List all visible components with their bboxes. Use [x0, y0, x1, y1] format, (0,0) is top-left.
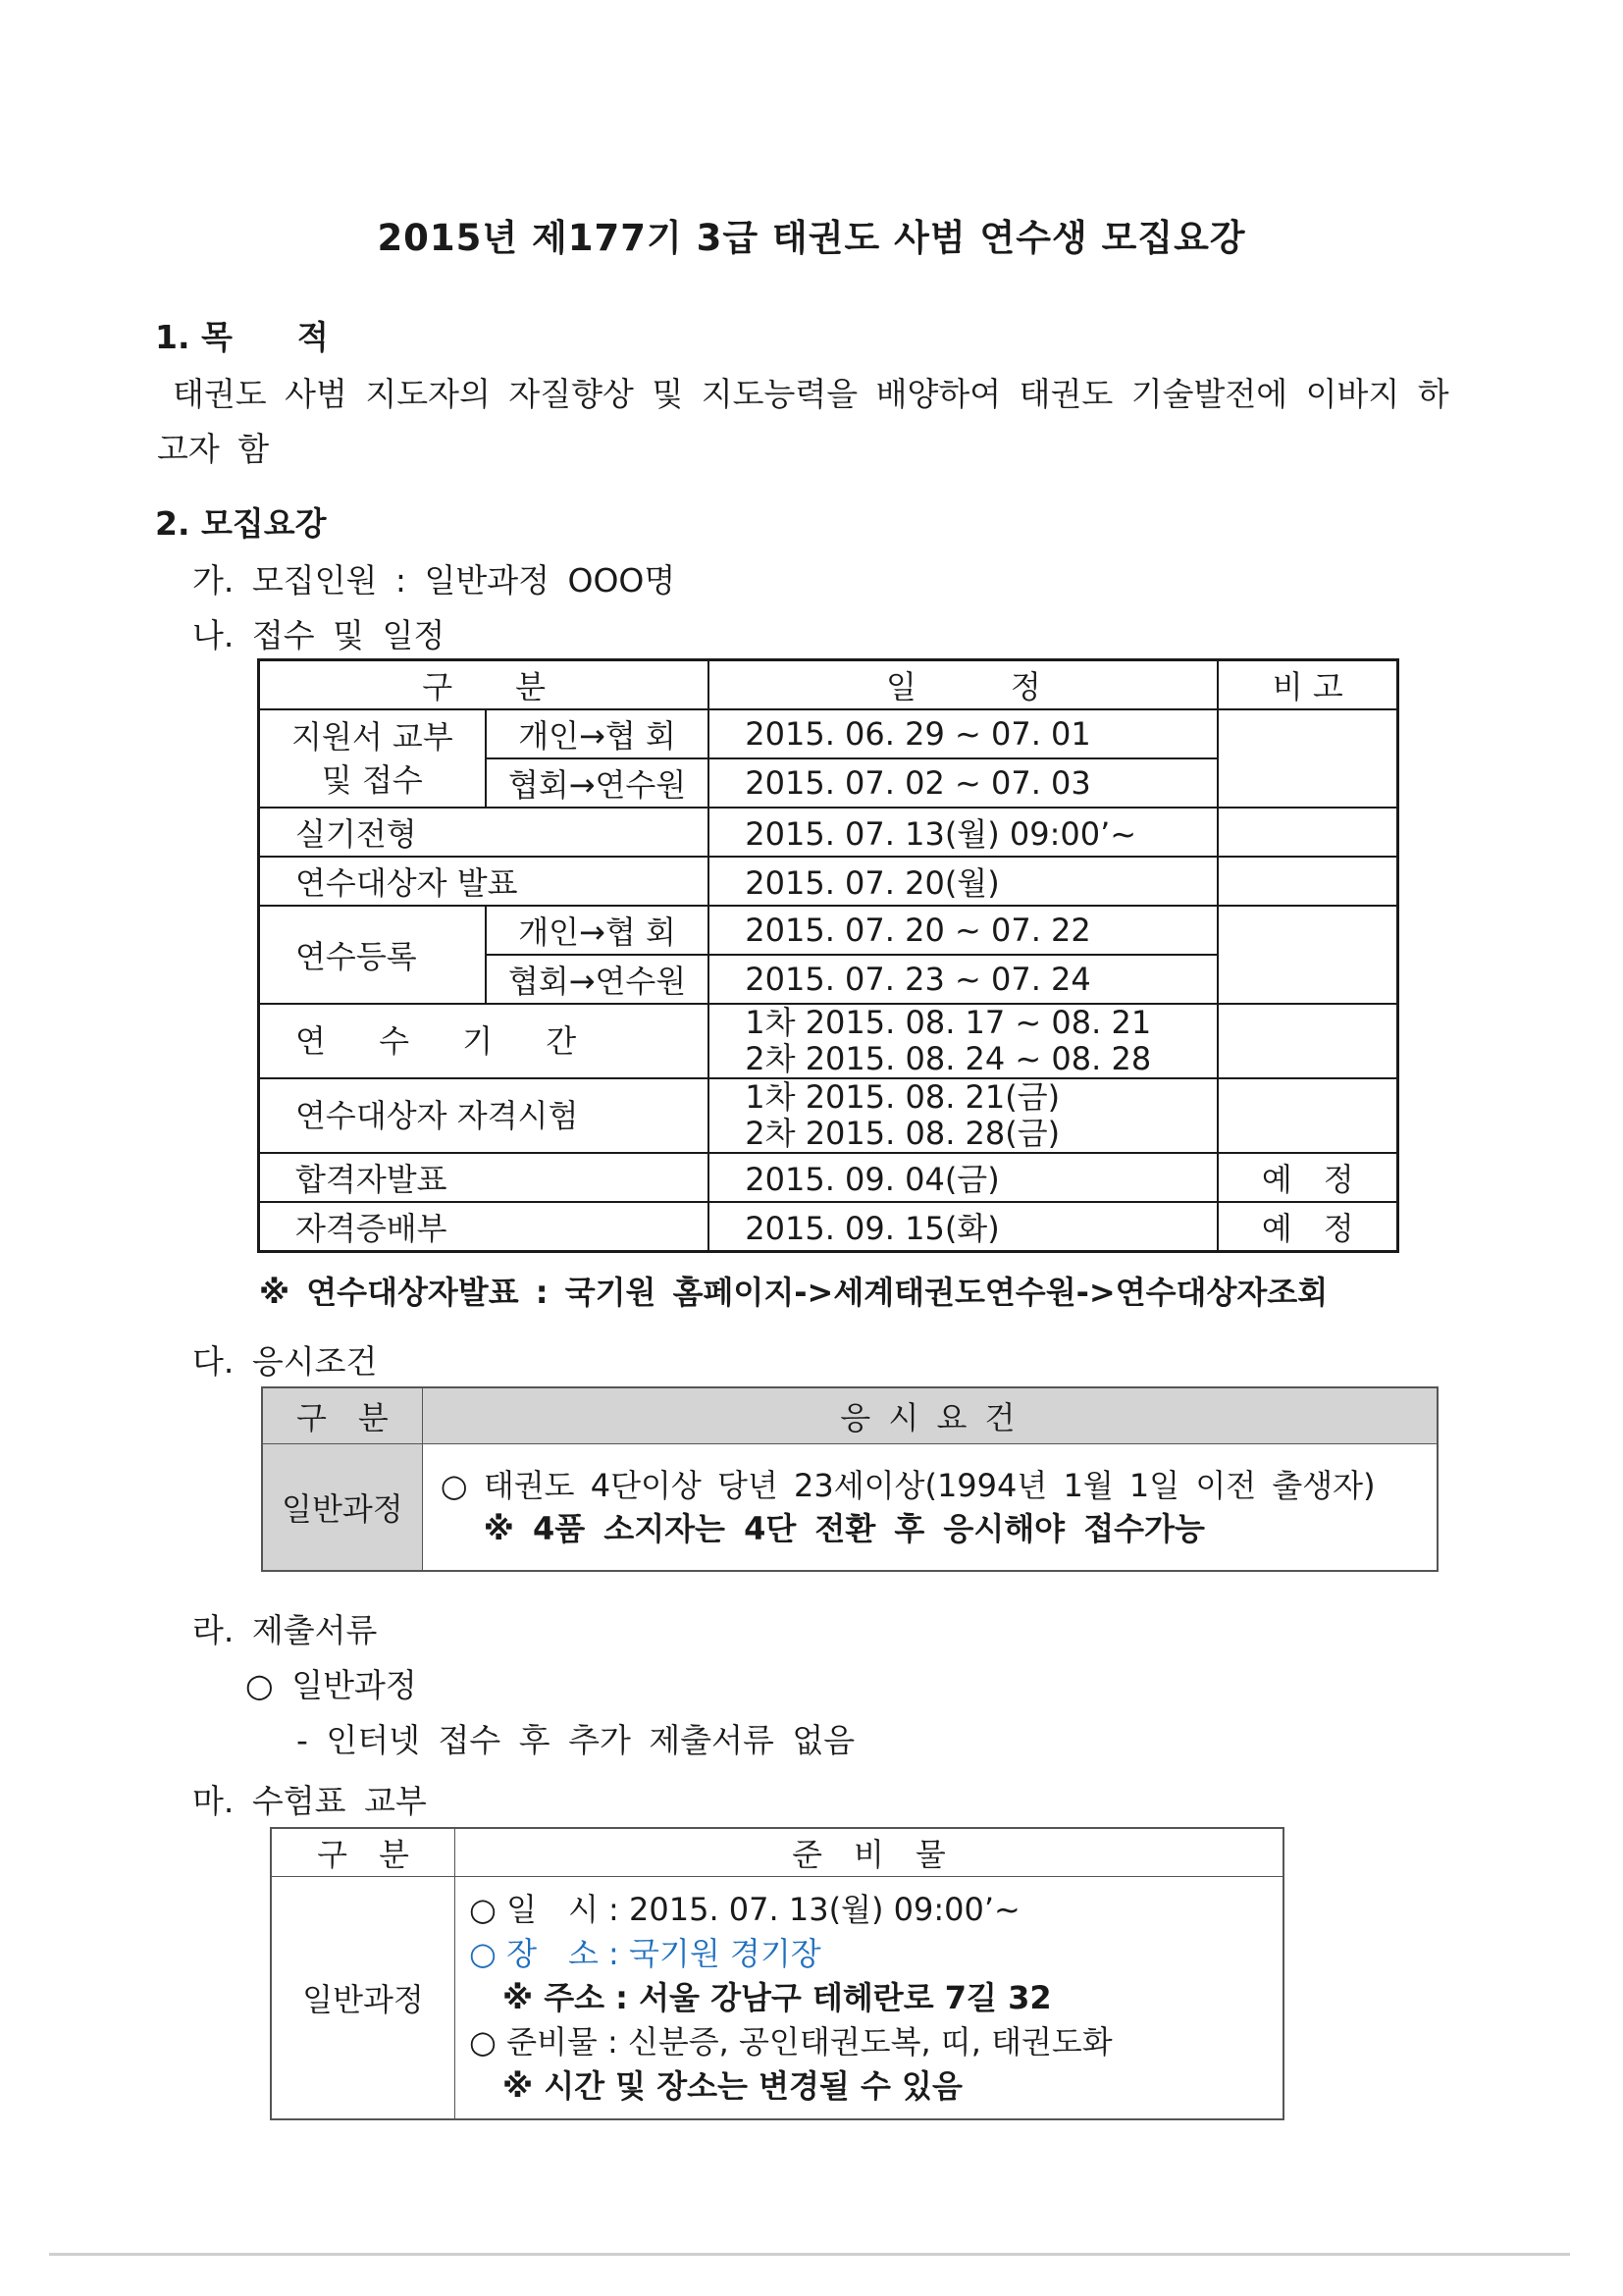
apply-label-cell: [259, 709, 486, 808]
section-2-heading: 2. 모집요강: [155, 504, 327, 543]
exam-date-1: 1차 2015. 08. 21(금): [745, 1078, 1061, 1116]
materials-line-5: ※ 시간 및 장소는 변경될 수 있음: [501, 2066, 963, 2105]
conditions-header-division: 구 분: [262, 1387, 422, 1444]
table-row: [259, 857, 1398, 906]
pass-label: 합격자발표: [259, 1153, 709, 1202]
practical-label: 실기전형: [259, 808, 709, 857]
schedule-table: [257, 658, 1399, 1253]
recruit-count: 가. 모집인원 : 일반과정 OOO명: [192, 561, 676, 600]
exam-dates: [708, 1078, 1218, 1153]
header-note: 비 고: [1218, 660, 1397, 710]
schedule-heading: 나. 접수 및 일정: [192, 616, 445, 654]
materials-table: [270, 1827, 1284, 2120]
table-row: [259, 1153, 1398, 1202]
announce-label: 연수대상자 발표: [259, 857, 709, 906]
section-1-heading: 1. 목 적: [155, 318, 329, 356]
materials-line-2: ○ 장 소 : 국기원 경기장: [468, 1934, 821, 1972]
table-header-row: [259, 660, 1398, 710]
period-date-2: 2차 2015. 08. 24 ~ 08. 28: [745, 1040, 1152, 1077]
header-schedule: 일 정: [708, 660, 1218, 710]
period-date-1: 1차 2015. 08. 17 ~ 08. 21: [745, 1004, 1152, 1041]
practical-note: [1218, 808, 1397, 857]
exam-label: 연수대상자 자격시험: [259, 1078, 709, 1153]
apply-sub-1: 개인→협 회: [486, 709, 708, 758]
materials-header-items: 준 비 물: [454, 1828, 1283, 1877]
admission-ticket-heading: 마. 수험표 교부: [192, 1782, 427, 1820]
announce-note: [1218, 857, 1397, 906]
register-label: 연수등록: [259, 906, 486, 1004]
apply-date-2: 2015. 07. 02 ~ 07. 03: [708, 758, 1218, 808]
conditions-header-requirement: 응 시 요 건: [422, 1387, 1438, 1444]
practical-date: 2015. 07. 13(월) 09:00’~: [708, 808, 1218, 857]
materials-line-4: ○ 준비물 : 신분증, 공인태권도복, 띠, 태권도화: [468, 2022, 1113, 2061]
table-row: [262, 1444, 1438, 1572]
materials-row-label: 일반과정: [271, 1877, 454, 2120]
cert-date: 2015. 09. 15(화): [708, 1202, 1218, 1252]
conditions-line-2: ※ 4품 소지자는 4단 전환 후 응시해야 접수가능: [483, 1510, 1205, 1547]
register-date-2: 2015. 07. 23 ~ 07. 24: [708, 955, 1218, 1004]
register-sub-2: 협회→연수원: [486, 955, 708, 1004]
apply-date-1: 2015. 06. 29 ~ 07. 01: [708, 709, 1218, 758]
documents-heading: 라. 제출서류: [192, 1611, 378, 1649]
register-sub-1: 개인→협 회: [486, 906, 708, 955]
register-date-1: 2015. 07. 20 ~ 07. 22: [708, 906, 1218, 955]
table-row: [259, 1078, 1398, 1153]
conditions-content: [422, 1444, 1438, 1572]
table-row: [271, 1877, 1283, 2120]
table-row: [259, 1004, 1398, 1078]
announcement-notice: ※ 연수대상자발표 : 국기원 홈페이지->세계태권도연수원->연수대상자조회: [259, 1274, 1329, 1311]
materials-header-division: 구 분: [271, 1828, 454, 1877]
table-header-row: [271, 1828, 1283, 1877]
scan-noise-line: [49, 2253, 1570, 2256]
announce-date: 2015. 07. 20(월): [708, 857, 1218, 906]
apply-sub-2: 협회→연수원: [486, 758, 708, 808]
table-header-row: [262, 1387, 1438, 1444]
cert-label: 자격증배부: [259, 1202, 709, 1252]
period-dates: [708, 1004, 1218, 1078]
conditions-row-label: 일반과정: [262, 1444, 422, 1572]
table-row: [259, 906, 1398, 955]
table-row: [259, 808, 1398, 857]
pass-note: 예 정: [1218, 1153, 1397, 1202]
section-1-body-line-2: 고자 함: [157, 430, 270, 468]
materials-content: [454, 1877, 1283, 2120]
period-label: 연 수 기 간: [259, 1004, 709, 1078]
exam-date-2: 2차 2015. 08. 28(금): [745, 1115, 1061, 1152]
pass-date: 2015. 09. 04(금): [708, 1153, 1218, 1202]
exam-note: [1218, 1078, 1397, 1153]
materials-line-1: ○ 일 시 : 2015. 07. 13(월) 09:00’~: [468, 1890, 1021, 1928]
documents-sub: - 인터넷 접수 후 추가 제출서류 없음: [296, 1721, 856, 1759]
materials-line-3: ※ 주소 : 서울 강남구 테헤란로 7길 32: [501, 1978, 1052, 2016]
conditions-table: [261, 1386, 1439, 1572]
apply-note: [1218, 709, 1397, 808]
apply-label: 지원서 교부: [291, 718, 453, 756]
apply-label-2: 및 접수: [321, 761, 423, 799]
documents-item: ○ 일반과정: [245, 1666, 417, 1704]
header-division: 구 분: [259, 660, 709, 710]
conditions-heading: 다. 응시조건: [192, 1342, 378, 1381]
table-row: [259, 709, 1398, 758]
cert-note: 예 정: [1218, 1202, 1397, 1252]
section-1-body-line-1: 태권도 사범 지도자의 자질향상 및 지도능력을 배양하여 태권도 기술발전에 이바지 하: [173, 375, 1449, 413]
period-note: [1218, 1004, 1397, 1078]
register-note: [1218, 906, 1397, 1004]
page-title: 2015년 제177기 3급 태권도 사범 연수생 모집요강: [377, 217, 1246, 259]
table-row: [259, 1202, 1398, 1252]
conditions-line-1: ○ 태권도 4단이상 당년 23세이상(1994년 1월 1일 이전 출생자): [440, 1467, 1376, 1504]
